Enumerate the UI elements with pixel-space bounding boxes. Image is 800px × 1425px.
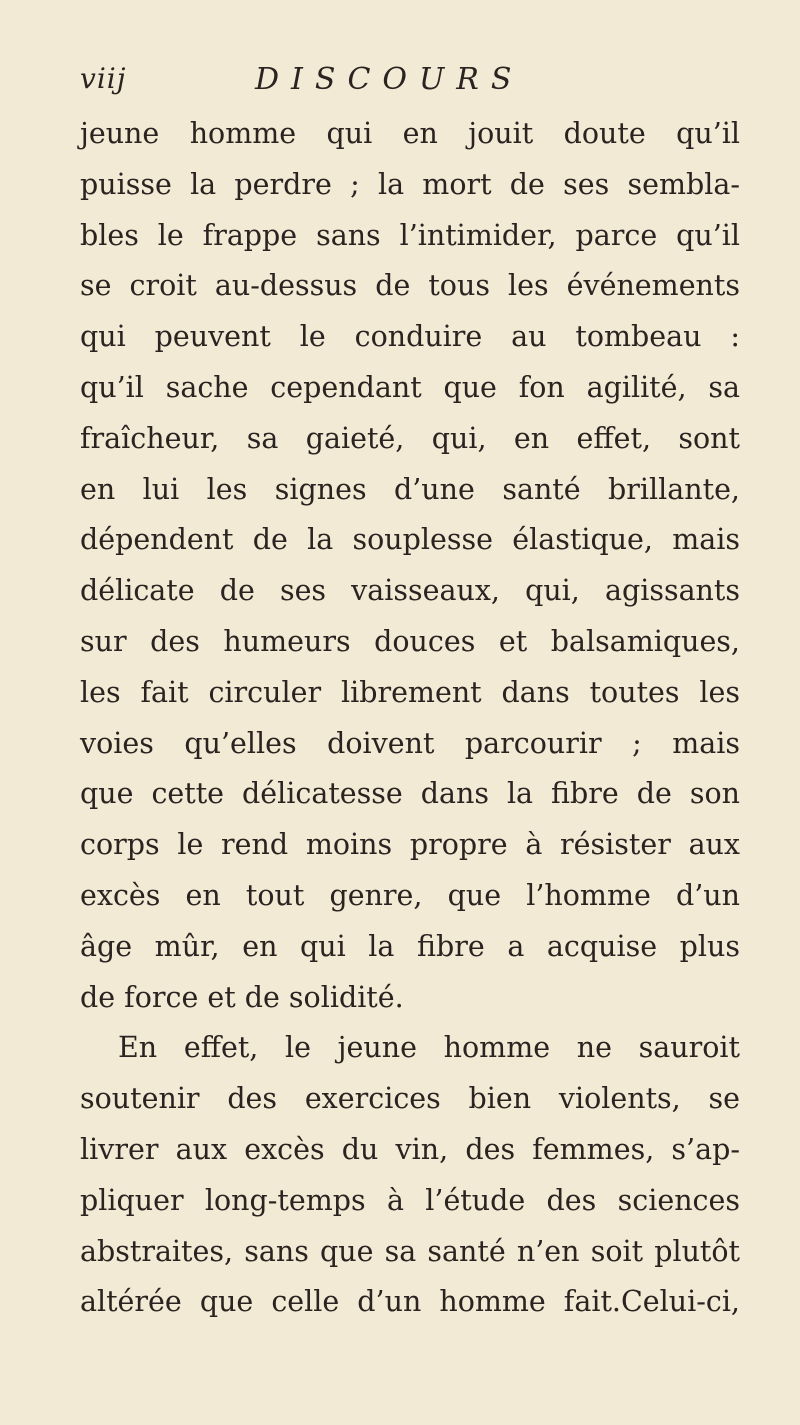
page-number: viij	[80, 62, 127, 95]
text-line: pliquer long-temps à l’étude des sciences	[80, 1183, 740, 1217]
text-line: excès en tout genre, que l’homme d’un	[80, 878, 740, 912]
text-line: abstraites, sans que sa santé n’en soit plutôt	[80, 1234, 740, 1268]
text-line: qui peuvent le conduire au tombeau :	[80, 320, 740, 354]
text-line: se croit au-dessus de tous les événements	[80, 269, 740, 303]
text-line: qu’il sache cependant que fon agilité, sa	[80, 370, 740, 404]
text-line: délicate de ses vaisseaux, qui, agissants	[80, 574, 740, 608]
running-title: DISCOURS	[255, 62, 524, 97]
paragraph-end-line: de force et de solidité.	[80, 980, 404, 1014]
paragraph-start-line: En effet, le jeune homme ne sauroit	[118, 1031, 740, 1065]
body-text	[80, 109, 740, 1328]
text-line: voies qu’elles doivent parcourir ; mais	[80, 726, 740, 760]
text-line: âge mûr, en qui la fibre a acquise plus	[80, 929, 740, 963]
running-head	[80, 62, 740, 102]
text-line: corps le rend moins propre à résister aux	[80, 828, 740, 862]
text-line: dépendent de la souplesse élastique, mais	[80, 523, 740, 557]
text-line: jeune homme qui en jouit doute qu’il	[80, 117, 740, 150]
text-line: fraîcheur, sa gaieté, qui, en effet, sont	[80, 421, 740, 455]
text-line: altérée que celle d’un homme fait.Celui-ci,	[80, 1285, 740, 1319]
text-line: en lui les signes d’une santé brillante,	[80, 472, 740, 506]
text-line: que cette délicatesse dans la fibre de son	[80, 777, 740, 811]
text-line: puisse la perdre ; la mort de ses sembla-	[80, 167, 740, 201]
text-line: sur des humeurs douces et balsamiques,	[80, 624, 740, 658]
text-line: les fait circuler librement dans toutes les	[80, 675, 740, 709]
text-line: livrer aux excès du vin, des femmes, s’ap-	[80, 1132, 740, 1166]
text-line: soutenir des exercices bien violents, se	[80, 1082, 740, 1116]
text-line: bles le frappe sans l’intimider, parce qu’il	[80, 218, 740, 252]
